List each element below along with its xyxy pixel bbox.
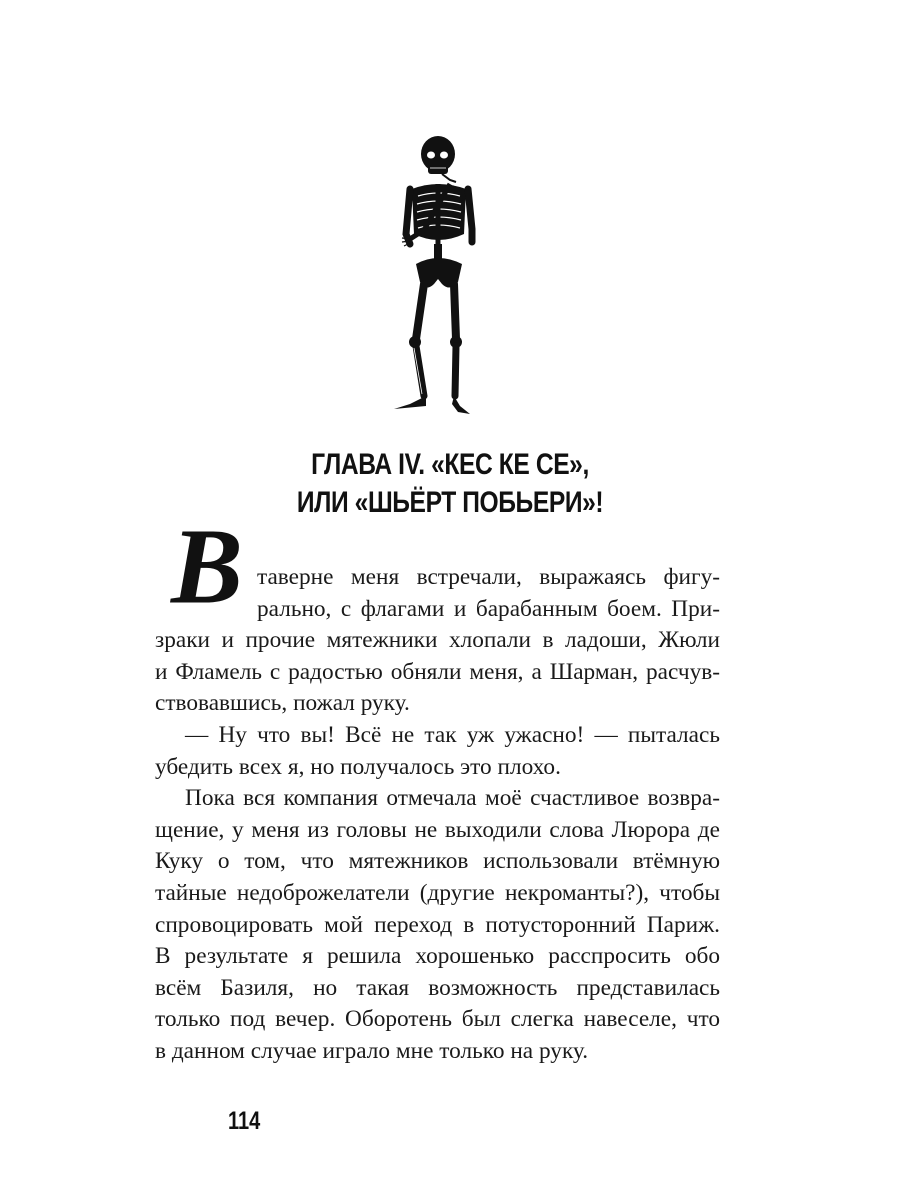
text-line: спровоцировать мой переход в потусторонний Париж. — [155, 911, 720, 938]
text-line: — Ну что вы! Всё не так уж ужасно! — пыталась — [185, 721, 720, 748]
svg-text:В: В — [171, 522, 243, 620]
text-line: в данном случае играло мне только на руку. — [155, 1037, 589, 1064]
page-number: 114 — [228, 1107, 261, 1135]
text-line: и Фламель с радостью обняли меня, а Шарман, расчув- — [155, 658, 720, 685]
text-line: зраки и прочие мятежники хлопали в ладоши, Жюли — [155, 627, 720, 654]
text-line: щение, у меня из головы не выходили слова Люрора де — [155, 816, 720, 843]
text-line: тайные недоброжелатели (другие некроманты?), чтобы — [155, 879, 720, 906]
chapter-title — [245, 446, 655, 522]
chapter-title-line-1: ГЛАВА IV. «КЕС КЕ СЕ», — [311, 448, 589, 481]
text-line: только под вечер. Оборотень был слегка навеселе, что — [155, 1006, 720, 1033]
text-line: Куку о том, что мятежников использовали втёмную — [155, 848, 720, 875]
text-line: всём Базиля, но такая возможность представилась — [155, 974, 720, 1001]
body-text — [155, 562, 720, 1068]
text-line: убедить всех я, но получалось это плохо. — [155, 753, 561, 780]
text-line: таверне меня встречали, выражаясь фигу- — [257, 564, 720, 590]
text-line: Пока вся компания отмечала моё счастливое возвра- — [185, 785, 720, 812]
text-line: ствовавшись, пожал руку. — [155, 690, 410, 717]
text-line: рально, с флагами и барабанным боем. При- — [257, 595, 720, 622]
skeleton-illustration-icon — [380, 134, 500, 424]
text-line: В результате я решила хорошенько расспросить обо — [155, 943, 720, 970]
chapter-title-line-2: ИЛИ «ШЬЁРТ ПОБЬЕРИ»! — [296, 486, 604, 519]
